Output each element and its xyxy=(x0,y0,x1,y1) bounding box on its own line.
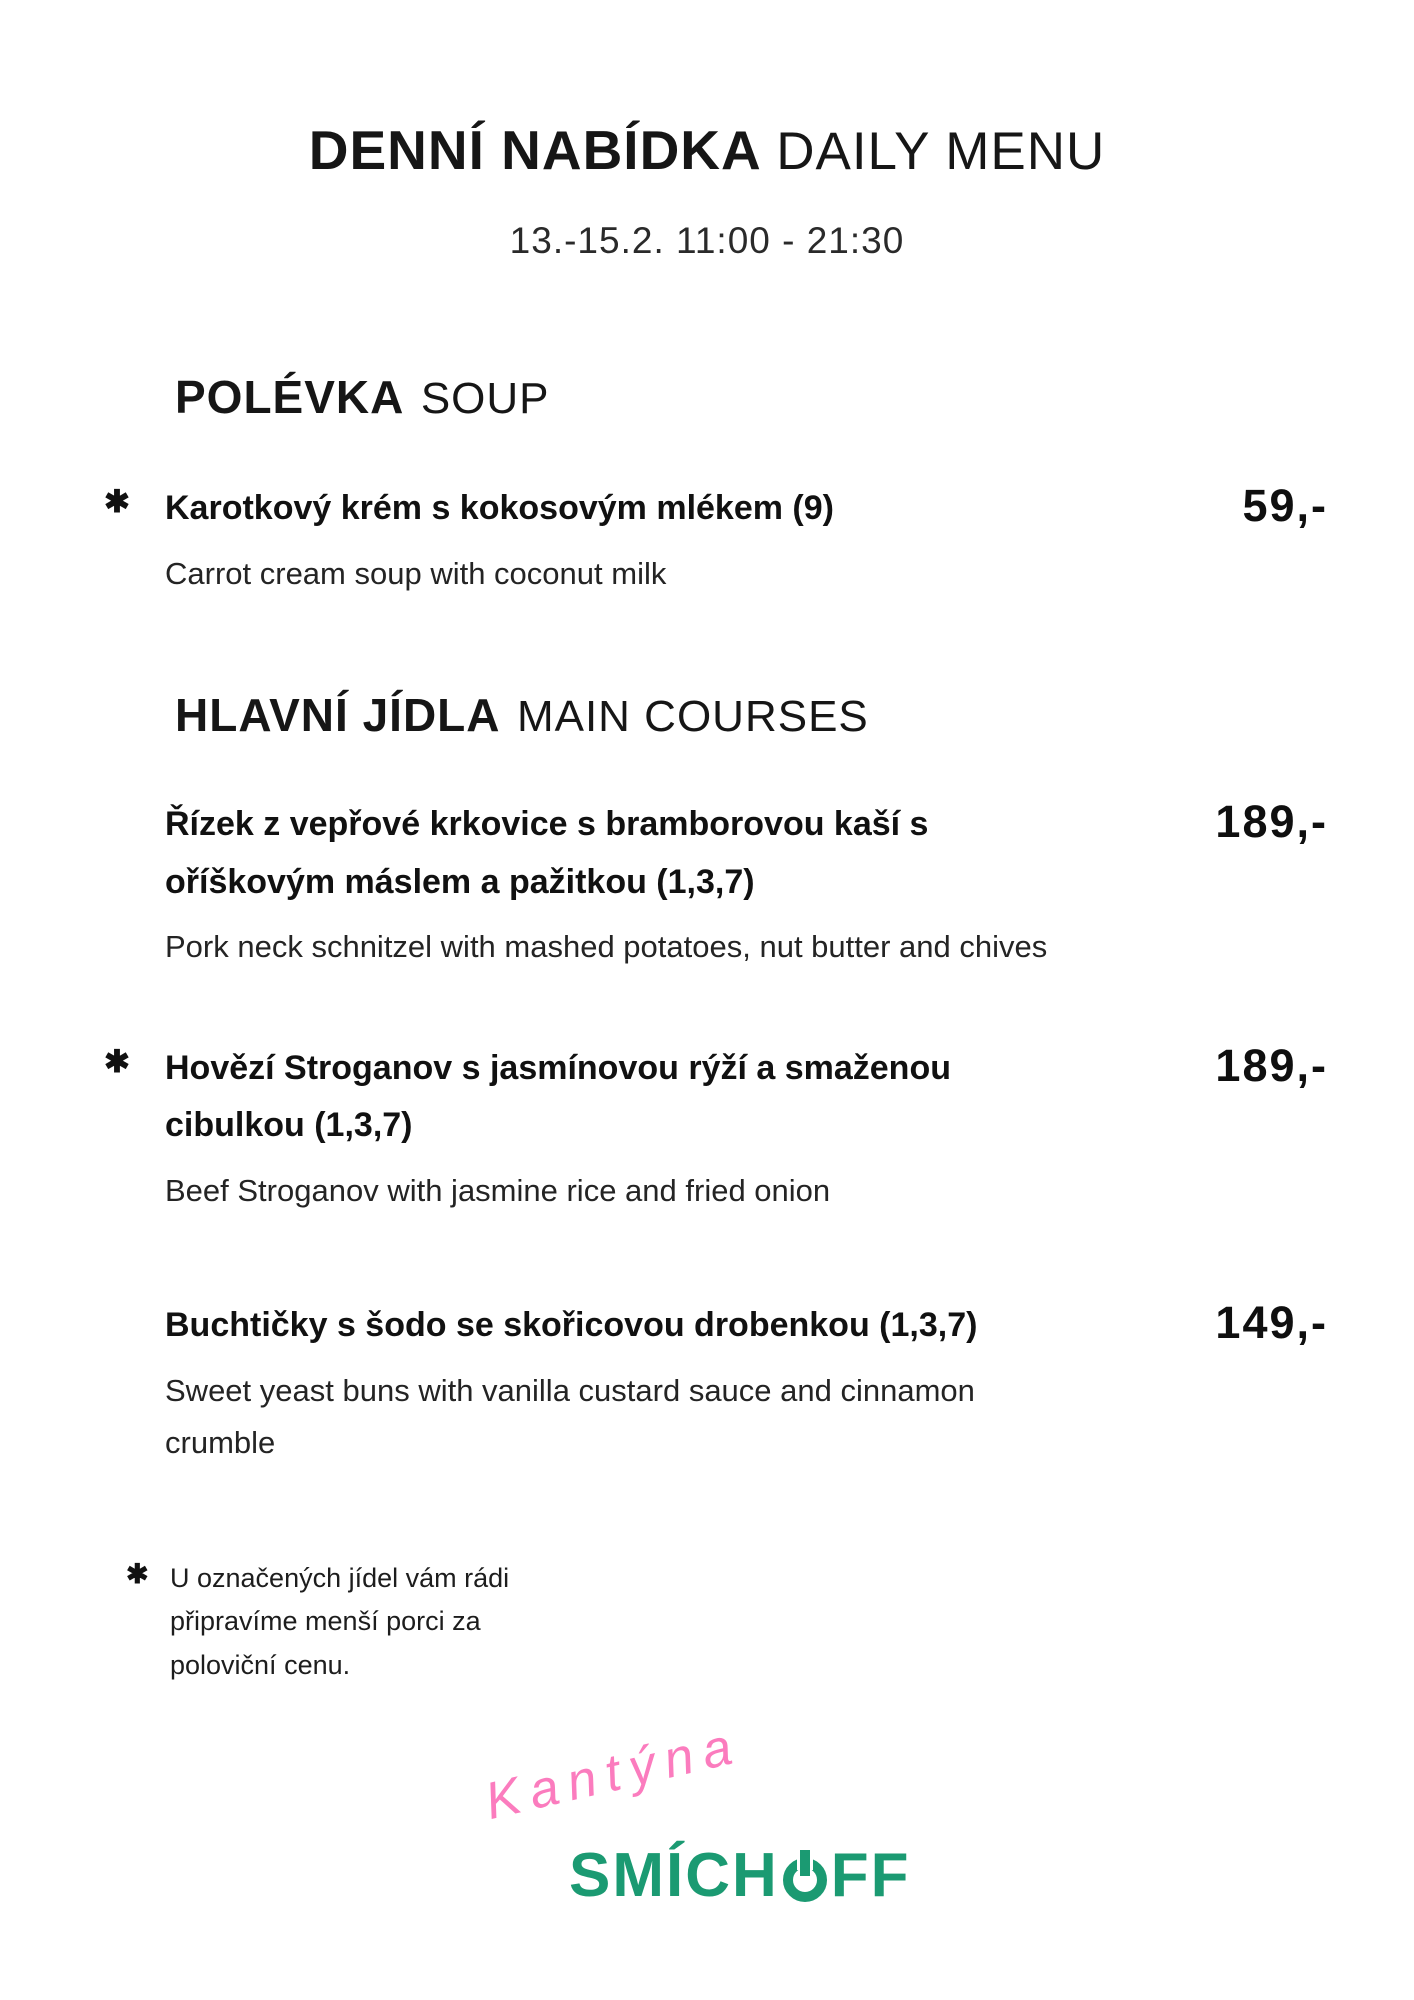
menu-item xyxy=(0,480,1414,600)
section-heading-english: SOUP xyxy=(420,374,550,423)
item-name-czech: Řízek z vepřové krkovice s bramborovou kaší s oříškovým máslem a pažitkou (1,3,7) xyxy=(165,804,929,901)
menu-item-text xyxy=(165,796,1065,974)
logo-text-prefix: SMÍCH xyxy=(569,1841,779,1910)
section-heading-czech: HLAVNÍ JÍDLA xyxy=(175,688,501,741)
item-price: 59,- xyxy=(1242,480,1328,531)
item-description-english: Sweet yeast buns with vanilla custard sauce and cinnamon crumble xyxy=(165,1373,975,1461)
half-portion-marker-icon: ✱ xyxy=(104,1043,130,1079)
item-price: 189,- xyxy=(1215,1039,1328,1091)
half-portion-marker-icon xyxy=(104,796,165,800)
date-time-range: 13.-15.2. 11:00 - 21:30 xyxy=(509,220,905,261)
logo-wordmark-smichoff xyxy=(569,1840,911,1911)
menu-item xyxy=(0,796,1414,974)
menu-item-text xyxy=(165,1040,1065,1218)
title-english: DAILY MENU xyxy=(776,122,1106,181)
item-description-english: Beef Stroganov with jasmine rice and fried onion xyxy=(165,1173,831,1209)
menu-item xyxy=(0,1040,1414,1218)
section-heading-main-courses xyxy=(0,688,1414,742)
menu-item-text xyxy=(165,480,1065,600)
item-name-czech: Buchtičky s šodo se skořicovou drobenkou (1,3,7) xyxy=(165,1306,978,1345)
item-price: 189,- xyxy=(1215,795,1328,847)
logo-script-kantyna: Kantýna xyxy=(479,1715,747,1832)
power-icon-bar xyxy=(800,1850,810,1876)
half-portion-footnote xyxy=(0,1557,1414,1687)
half-portion-marker-icon: ✱ xyxy=(104,484,130,519)
half-portion-marker-icon: ✱ xyxy=(126,1559,149,1590)
item-description-english: Pork neck schnitzel with mashed potatoes, nut butter and chives xyxy=(165,929,1048,965)
half-portion-marker-icon xyxy=(104,1297,165,1301)
section-heading-soup xyxy=(0,370,1414,424)
item-price: 149,- xyxy=(1215,1297,1328,1349)
footnote-text: U označených jídel vám rádi připravíme menší porci za poloviční cenu. xyxy=(170,1563,510,1680)
item-description-english: Carrot cream soup with coconut milk xyxy=(165,555,667,591)
logo-lockup xyxy=(479,1715,927,1938)
title-czech: DENNÍ NABÍDKA xyxy=(308,119,762,181)
menu-item-text xyxy=(165,1297,1065,1469)
section-heading-czech: POLÉVKA xyxy=(175,371,405,423)
power-icon xyxy=(782,1850,828,1902)
menu-item xyxy=(0,1297,1414,1469)
item-name-czech: Hovězí Stroganov s jasmínovou rýží a smaženou cibulkou (1,3,7) xyxy=(165,1048,951,1145)
item-name-czech: Karotkový krém s kokosovým mlékem (9) xyxy=(165,489,834,527)
page-title xyxy=(0,118,1414,182)
restaurant-logo xyxy=(0,1715,1414,1938)
section-heading-english: MAIN COURSES xyxy=(516,691,869,741)
logo-text-suffix: FF xyxy=(830,1841,911,1910)
